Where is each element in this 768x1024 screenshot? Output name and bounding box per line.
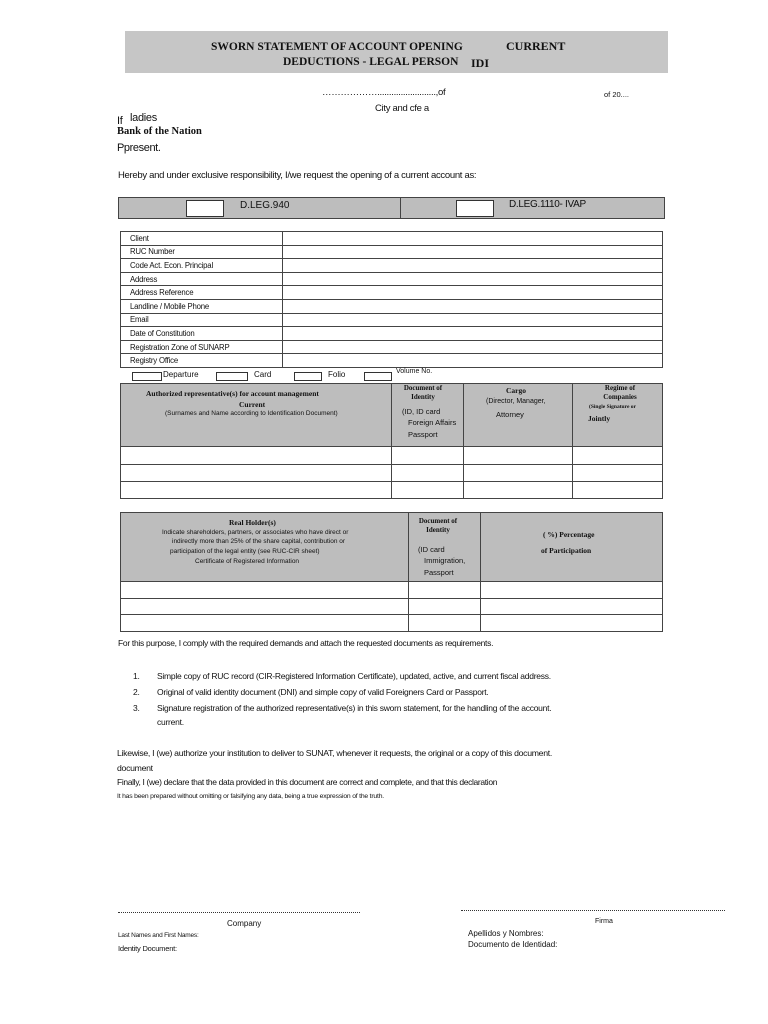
holder-col-line2: indirectly more than 25% of the share capital, contribution or [172, 538, 346, 545]
address-reference-input[interactable] [283, 286, 663, 300]
email-input[interactable] [283, 313, 663, 327]
table-row [121, 313, 663, 327]
table-row [121, 354, 663, 368]
divider [120, 631, 663, 632]
divider [120, 614, 663, 615]
list-number: 1. [133, 671, 140, 681]
declaration-text: Finally, I (we) declare that the data provided in this document are correct and complete, and that this declaration [117, 777, 498, 787]
regime-col-title: Regime of Companies [603, 384, 637, 401]
salutation-prefix: If [117, 115, 123, 127]
field-label: RUC Number [121, 245, 283, 259]
holder-col-line4: Certificate of Registered Information [195, 558, 300, 565]
table-row [121, 272, 663, 286]
field-label: Email [121, 313, 283, 327]
header-account-type: CURRENT [506, 39, 566, 53]
cargo-col-line1: (Director, Manager, [486, 398, 546, 405]
purpose-text: For this purpose, I comply with the required demands and attach the requested documents as requirements. [118, 638, 494, 648]
header-subtitle: DEDUCTIONS - LEGAL PERSON [283, 56, 459, 68]
client-input[interactable] [283, 232, 663, 246]
departure-box[interactable] [132, 372, 162, 381]
table-row [121, 245, 663, 259]
table-row [121, 286, 663, 300]
holder-doc-line2: Immigration, [424, 556, 466, 565]
bank-name: Bank of the Nation [117, 126, 202, 137]
list-text: Simple copy of RUC record (CIR-Registered Information Certificate), updated, active, and current fiscal address. [157, 671, 551, 681]
prepared-text: It has been prepared without omitting or falsifying any data, being a true expression of the truth. [117, 793, 384, 800]
divider [120, 464, 663, 465]
holder-col-line1: Indicate shareholders, partners, or associates who have direct or [162, 529, 349, 536]
regime-col-subtitle: (Single Signature or [589, 404, 636, 410]
rep-col-title2: Current [239, 400, 266, 409]
doc-col-line2: Foreign Affairs [408, 418, 457, 427]
field-label: Registry Office [121, 354, 283, 368]
client-info-table [120, 231, 663, 368]
of-year: of 20.... [604, 90, 630, 99]
list-number: 2. [133, 687, 140, 697]
doc-col-line1: (ID, ID card [402, 407, 441, 416]
percentage-col-line2: of Participation [541, 546, 592, 555]
registry-row [120, 369, 663, 382]
folio-box[interactable] [294, 372, 322, 381]
card-label: Card [254, 370, 272, 379]
header-code: IDI [471, 56, 490, 70]
signature-line[interactable] [461, 910, 725, 911]
apellidos-label: Apellidos y Nombres: [468, 929, 544, 938]
authorization-text-cont: document [117, 763, 153, 773]
list-item-continuation: current. [157, 717, 184, 727]
list-text: Signature registration of the authorized representative(s) in this sworn statement, for the handling of the account. [157, 703, 552, 713]
phone-input[interactable] [283, 299, 663, 313]
doc-col-title: Document of Identity [403, 384, 443, 401]
table-row [121, 232, 663, 246]
salutation-ladies: ladies [130, 112, 157, 124]
table-row [121, 327, 663, 341]
company-label: Company [227, 919, 262, 928]
field-label: Client [121, 232, 283, 246]
departure-label: Departure [163, 370, 199, 379]
field-label: Registration Zone of SUNARP [121, 340, 283, 354]
registration-zone-input[interactable] [283, 340, 663, 354]
doc-col-line3: Passport [408, 430, 438, 439]
constitution-date-input[interactable] [283, 327, 663, 341]
holder-doc-line3: Passport [424, 568, 454, 577]
holder-doc-col-title: Document of Identity [418, 517, 458, 534]
cargo-col-line2: Attorney [496, 410, 524, 419]
table-row [121, 299, 663, 313]
company-signature-line[interactable] [118, 912, 360, 913]
intro-text: Hereby and under exclusive responsibility, I/we request the opening of a current account as: [118, 170, 477, 181]
field-label: Address [121, 272, 283, 286]
list-item [133, 687, 551, 703]
real-holders-table [120, 512, 663, 632]
table-row [121, 340, 663, 354]
activity-code-input[interactable] [283, 259, 663, 273]
divider [400, 198, 401, 218]
option-1110-label: D.LEG.1110- IVAP [509, 199, 586, 210]
last-names-label: Last Names and First Names: [118, 932, 199, 939]
rep-col-title: Authorized representative(s) for account management [146, 389, 319, 398]
place-line: ……………….........................,of [322, 87, 446, 98]
identity-doc-label: Identity Document: [118, 944, 177, 953]
field-label: Date of Constitution [121, 327, 283, 341]
table-row [121, 259, 663, 273]
list-item [133, 671, 551, 687]
list-number: 3. [133, 703, 140, 713]
ruc-input[interactable] [283, 245, 663, 259]
option-1110-checkbox[interactable] [456, 200, 494, 217]
holder-doc-line1: (ID card [418, 545, 445, 554]
representatives-table [120, 383, 663, 499]
option-940-label: D.LEG.940 [240, 200, 290, 211]
list-text: Original of valid identity document (DNI) and simple copy of valid Foreigners Card or Passport. [157, 687, 489, 697]
volume-label: Volume No. [396, 368, 433, 375]
option-940-checkbox[interactable] [186, 200, 224, 217]
authorization-text: Likewise, I (we) authorize your institution to deliver to SUNAT, whenever it requests, the original or a copy of this document. [117, 748, 552, 758]
field-label: Landline / Mobile Phone [121, 299, 283, 313]
header-title: SWORN STATEMENT OF ACCOUNT OPENING [211, 41, 463, 53]
field-label: Code Act. Econ. Principal [121, 259, 283, 273]
divider [120, 598, 663, 599]
folio-label: Folio [328, 370, 346, 379]
cargo-col-title: Cargo [506, 386, 526, 395]
divider [120, 498, 663, 499]
requirements-list [133, 671, 551, 727]
firma-label: Firma [595, 918, 613, 925]
regime-option-bar [118, 197, 665, 219]
documento-label: Documento de Identidad: [468, 940, 558, 949]
holder-col-line3: participation of the legal entity (see RUC-CIR sheet) [170, 548, 320, 555]
form-header [125, 31, 668, 73]
list-item [133, 703, 551, 717]
salutation-present: Ppresent. [117, 142, 161, 154]
rep-col-subtitle: (Surnames and Name according to Identification Document) [165, 410, 338, 417]
divider [120, 481, 663, 482]
card-box[interactable] [216, 372, 248, 381]
field-label: Address Reference [121, 286, 283, 300]
address-input[interactable] [283, 272, 663, 286]
city-date: City and cfe a [375, 103, 429, 114]
volume-box[interactable] [364, 372, 392, 381]
regime-col-line2: Jointly [588, 414, 611, 423]
percentage-col-title: ( %) Percentage [543, 530, 595, 539]
holder-col-title: Real Holder(s) [229, 518, 276, 527]
registry-office-input[interactable] [283, 354, 663, 368]
